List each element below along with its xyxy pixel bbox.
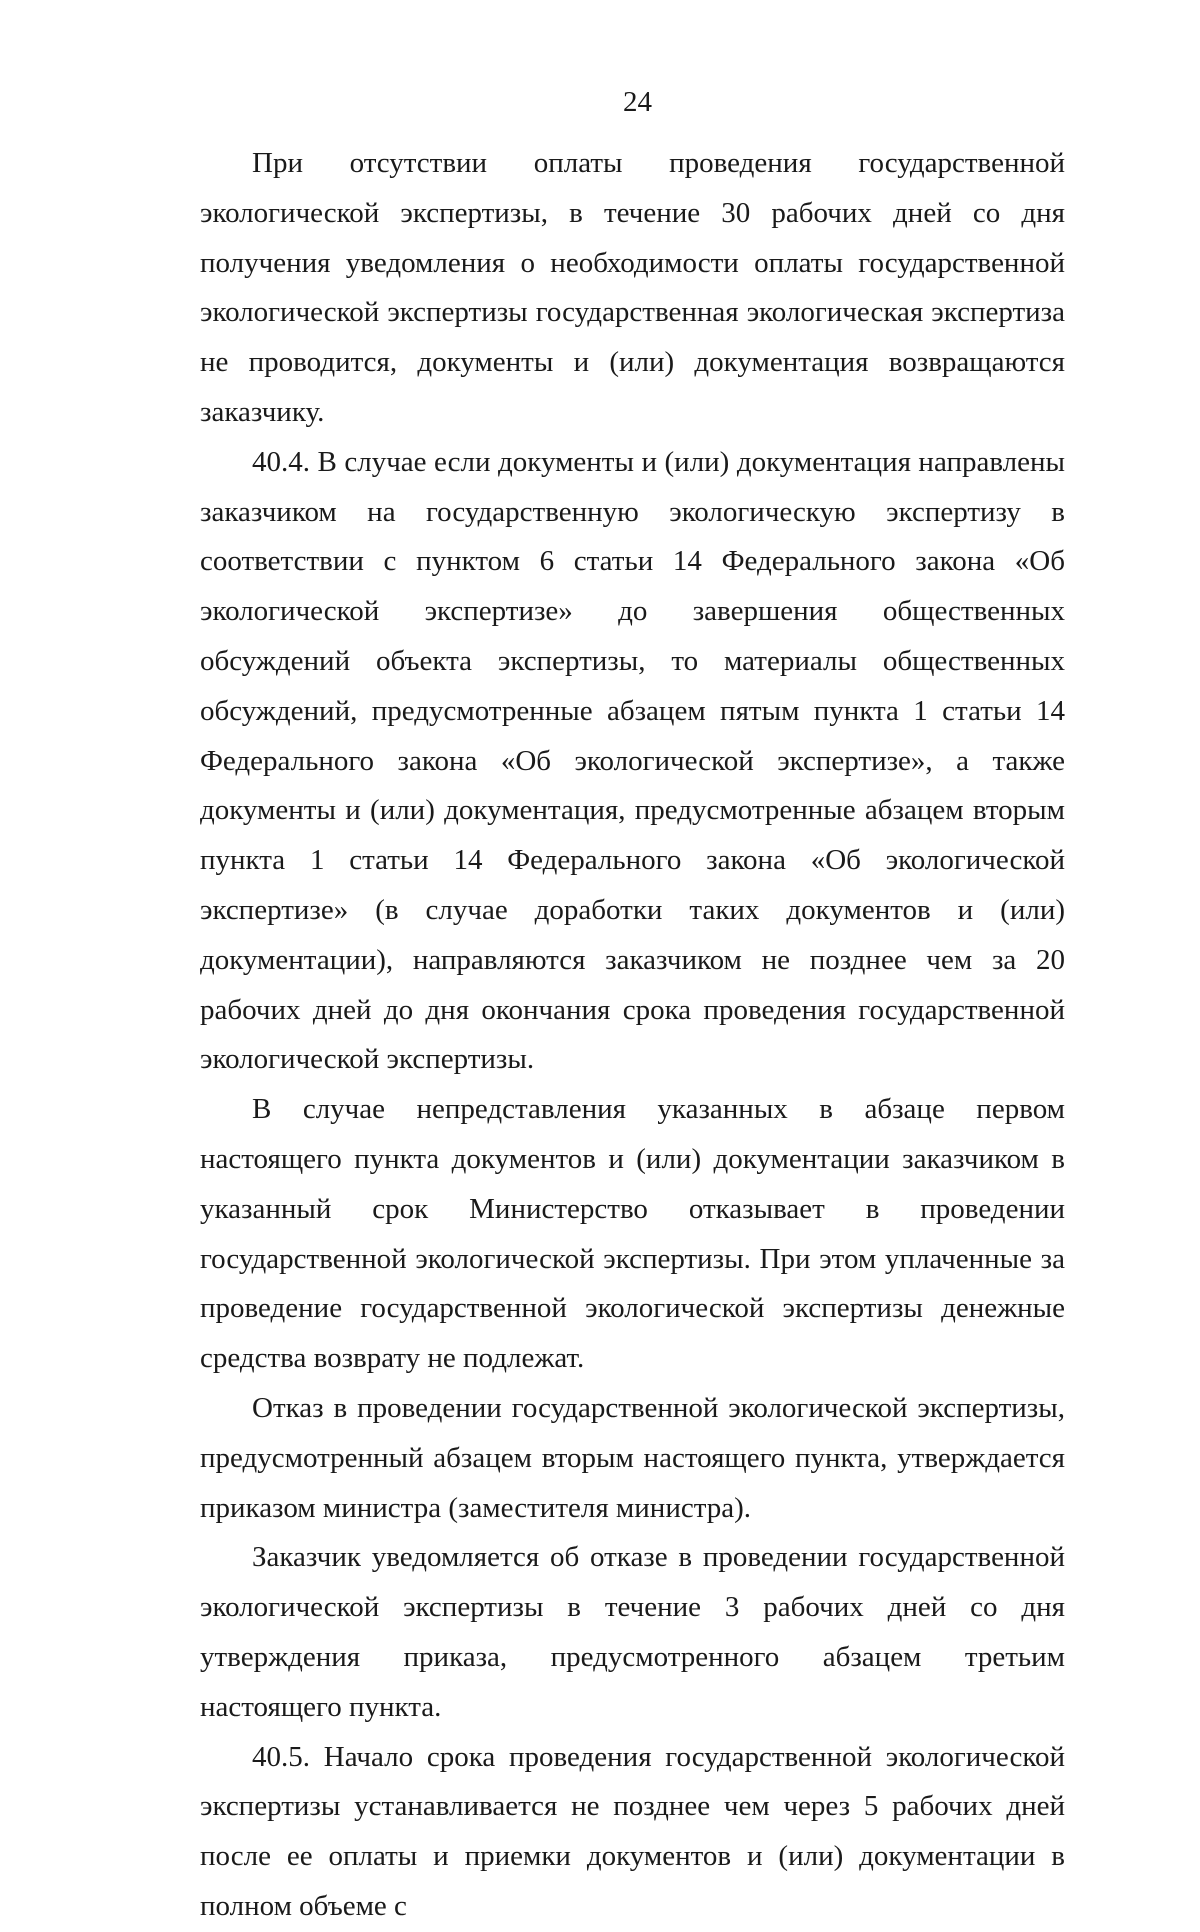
paragraph-40-4: 40.4. В случае если документы и (или) документация направлены заказчиком на государственную экологическую экспертизу в соответствии с пунктом 6 статьи 14 Федерального закона «Об экологической экспертизе» до завершения общественных обсуждений объекта экспертизы, то материалы общественных обсуждений, предусмотренные абзацем пятым пункта 1 статьи 14 Федерального закона «Об экологической экспертизе», а также документы и (или) документация, предусмотренные абзацем вторым пункта 1 статьи 14 Федерального закона «Об экологической экспертизе» (в случае доработки таких документов и (или) документации), направляются заказчиком не позднее чем за 20 рабочих дней до дня окончания срока проведения государственной экологической экспертизы. xyxy=(200,445,1065,1076)
page-number: 24 xyxy=(623,86,652,118)
paragraph-40-5: 40.5. Начало срока проведения государственной экологической экспертизы устанавливается не позднее чем через 5 рабочих дней после ее оплаты и приемки документов и (или) документации в полном объеме с xyxy=(200,1740,1065,1922)
paragraph-non-submission: В случае непредставления указанных в абзаце первом настоящего пункта документов и (или) документации заказчиком в указанный срок Министерство отказывает в проведении государственной экологической экспертизы. При этом уплаченные за проведение государственной экологической экспертизы денежные средства возврату не подлежат. xyxy=(200,1093,1065,1375)
paragraph-refusal-approval: Отказ в проведении государственной экологической экспертизы, предусмотренный абзацем вторым настоящего пункта, утверждается приказом министра (заместителя министра). xyxy=(200,1391,1065,1524)
paragraph-payment-absence: При отсутствии оплаты проведения государственной экологической экспертизы, в течение 30 рабочих дней со дня получения уведомления о необходимости оплаты государственной экологической экспертизы государственная экологическая экспертиза не проводится, документы и (или) документация возвращаются заказчику. xyxy=(200,147,1065,428)
paragraph-customer-notification: Заказчик уведомляется об отказе в проведении государственной экологической экспертизы в течение 3 рабочих дней со дня утверждения приказа, предусмотренного абзацем третьим настоящего пункта. xyxy=(200,1541,1065,1723)
